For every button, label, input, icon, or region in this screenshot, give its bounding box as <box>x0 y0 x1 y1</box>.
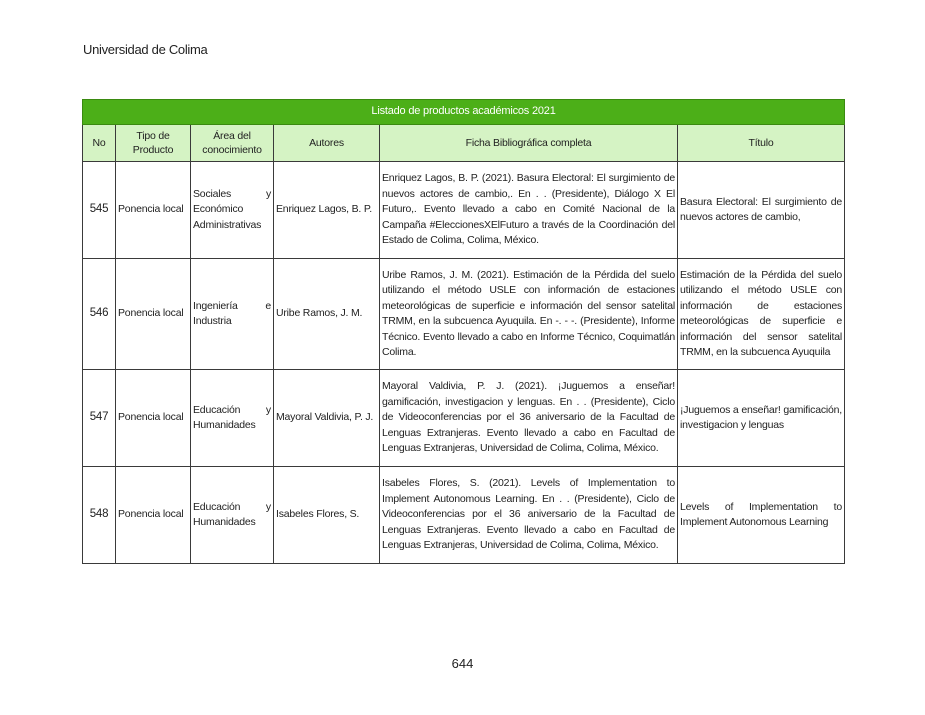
cell-ficha: Uribe Ramos, J. M. (2021). Estimación de la Pérdida del suelo utilizando el método USLE con información de estaciones meteorológicas de superficie e información del sensor satelital TRMM, en la subcuenca Ayuquila. En -. - -. (Presidente), Informe Técnico. Evento llevado a cabo en Informe Técnico, Coquimatlán Colima. <box>380 259 678 370</box>
cell-titulo: Estimación de la Pérdida del suelo utilizando el método USLE con información de estaciones meteorológicas de superficie e información del sensor satelital TRMM, en la subcuenca Ayuquila <box>678 259 845 370</box>
column-header-titulo: Título <box>678 125 845 162</box>
cell-tipo: Ponencia local <box>116 259 191 370</box>
cell-ficha: Enriquez Lagos, B. P. (2021). Basura Electoral: El surgimiento de nuevos actores de cambio,. En . . (Presidente), Diálogo X El Futuro,. Evento llevado a cabo en Comité Nacional de la Campaña #EleccionesXElFuturo a través de la Coordinación del Estado de Colima, Colima, México. <box>380 162 678 259</box>
column-header-ficha: Ficha Bibliográfica completa <box>380 125 678 162</box>
cell-ficha: Mayoral Valdivia, P. J. (2021). ¡Juguemos a enseñar! gamificación, investigacion y lenguas. En . . (Presidente), Ciclo de Videoconferencias por el 36 aniversario de la Facultad de Lenguas Extranjeras. Evento llevado a cabo en Facultad de Lenguas Extranjeras, Universidad de Colima, Colima, México. <box>380 370 678 467</box>
cell-autores: Mayoral Valdivia, P. J. <box>274 370 380 467</box>
table-row <box>83 162 845 259</box>
cell-no: 545 <box>83 162 116 259</box>
table-title: Listado de productos académicos 2021 <box>83 100 845 125</box>
academic-products-table <box>82 99 845 564</box>
table-row <box>83 467 845 564</box>
cell-no: 548 <box>83 467 116 564</box>
cell-autores: Enriquez Lagos, B. P. <box>274 162 380 259</box>
cell-no: 547 <box>83 370 116 467</box>
page-header-institution: Universidad de Colima <box>83 42 208 57</box>
cell-area: Sociales y Económico Administrativas <box>191 162 274 259</box>
cell-tipo: Ponencia local <box>116 370 191 467</box>
cell-ficha: Isabeles Flores, S. (2021). Levels of Implementation to Implement Autonomous Learning. En . . (Presidente), Ciclo de Videoconferencias por el 36 aniversario de la Facultad de Lenguas Extranjeras. Evento llevado a cabo en Facultad de Lenguas Extranjeras, Universidad de Colima, Colima, México. <box>380 467 678 564</box>
cell-tipo: Ponencia local <box>116 162 191 259</box>
cell-area: Educación y Humanidades <box>191 467 274 564</box>
column-header-no: No <box>83 125 116 162</box>
cell-titulo: Levels of Implementation to Implement Autonomous Learning <box>678 467 845 564</box>
cell-autores: Isabeles Flores, S. <box>274 467 380 564</box>
table-row <box>83 259 845 370</box>
cell-no: 546 <box>83 259 116 370</box>
cell-titulo: Basura Electoral: El surgimiento de nuevos actores de cambio, <box>678 162 845 259</box>
cell-autores: Uribe Ramos, J. M. <box>274 259 380 370</box>
cell-tipo: Ponencia local <box>116 467 191 564</box>
column-header-tipo: Tipo de Producto <box>116 125 191 162</box>
page-number: 644 <box>451 656 474 671</box>
table-row <box>83 370 845 467</box>
cell-titulo: ¡Juguemos a enseñar! gamificación, investigacion y lenguas <box>678 370 845 467</box>
cell-area: Ingeniería e Industria <box>191 259 274 370</box>
column-header-row <box>83 125 845 162</box>
column-header-autores: Autores <box>274 125 380 162</box>
cell-area: Educación y Humanidades <box>191 370 274 467</box>
column-header-area: Área del conocimiento <box>191 125 274 162</box>
